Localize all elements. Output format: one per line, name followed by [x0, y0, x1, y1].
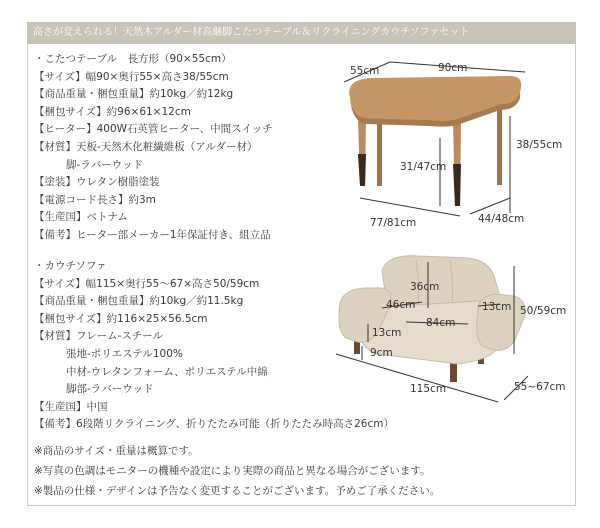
table-dim-width-top: 90cm [438, 62, 468, 74]
note-spec-change: ※製品の仕様・デザインは予告なく変更することがございます。予めご了承ください。 [34, 485, 441, 497]
table-spec-weight: 【商品重量・梱包重量】約10kg／約12kg [34, 88, 234, 101]
table-illustration [349, 76, 521, 206]
sofa-spec-material-filling: 中材-ウレタンフォーム、ポリエステル中綿 [66, 365, 268, 378]
table-dim-width-bottom: 77/81cm [370, 217, 417, 229]
note-size: ※商品のサイズ・重量は概算です。 [34, 445, 199, 457]
table-spec-material-leg: 脚-ラバーウッド [66, 158, 144, 171]
table-dim-depth-top: 55cm [350, 65, 380, 77]
table-spec-heater: 【ヒーター】400W石英管ヒーター、中間スイッチ [34, 123, 273, 136]
sofa-dim-height: 50/59cm [520, 305, 567, 317]
table-spec-material: 【材質】天板-天然木化粧繊維板（アルダー材） [34, 140, 258, 153]
table-diagram [320, 58, 570, 238]
table-dim-height: 38/55cm [516, 139, 563, 151]
sofa-spec-origin: 【生産国】中国 [34, 400, 108, 413]
sofa-spec-material-fabric: 張地-ポリエステル100% [66, 347, 183, 360]
table-spec-size: 【サイズ】幅90×奥行55×高さ38/55cm [34, 70, 229, 83]
table-spec-coating: 【塗装】ウレタン樹脂塗装 [34, 176, 160, 189]
sofa-dim-leg-height: 9cm [370, 347, 393, 359]
table-back-right-leg [497, 100, 502, 185]
sofa-dim-arm-width: 13cm [482, 301, 512, 313]
sofa-spec-title: ・カウチソファ [34, 260, 107, 272]
sofa-diagram [318, 250, 576, 430]
sofa-dim-width: 115cm [410, 383, 447, 395]
sofa-dim-depth: 55~67cm [514, 381, 566, 393]
page-header [27, 22, 576, 44]
table-front-right-leg-joint [453, 164, 461, 206]
sofa-spec-material-leg: 脚部-ラバーウッド [66, 383, 154, 396]
note-color: ※写真の色調はモニターの機種や設定により実際の商品と異なる場合がございます。 [34, 465, 431, 477]
page-title: 高さが変えられる！天然木アルダー材高継脚こたつテーブル＆リクライニングカウチソファセット [33, 27, 470, 38]
table-spec-note: 【備考】ヒーター部メーカー1年保証付き、組立品 [34, 228, 271, 241]
table-spec-title: ・こたつテーブル 長方形（90×55cm） [34, 53, 232, 65]
notes-list [34, 441, 440, 501]
table-dim-depth-bottom: 44/48cm [478, 213, 525, 225]
sofa-spec-package: 【梱包サイズ】約116×25×56.5cm [34, 312, 208, 325]
sofa-dim-back-height: 36cm [410, 281, 440, 293]
sofa-spec-note: 【備考】6段階リクライニング、折りたたみ可能（折りたたみ時高さ26cm） [34, 418, 394, 431]
table-top [349, 76, 521, 121]
table-front-left-leg-joint [358, 154, 366, 186]
sofa-dim-seat-width: 84cm [426, 317, 456, 329]
table-spec-package: 【梱包サイズ】約96×61×12cm [34, 105, 191, 118]
table-spec-cord: 【電源コード長さ】約3m [34, 193, 156, 206]
sofa-dim-arm-height: 13cm [372, 327, 402, 339]
table-spec-list [34, 51, 273, 245]
sofa-spec-material: 【材質】フレーム-スチール [34, 330, 163, 343]
sofa-dim-seat-depth: 46cm [386, 299, 416, 311]
sofa-spec-size: 【サイズ】幅115×奥行55～67×高さ50/59cm [34, 277, 260, 290]
table-spec-origin: 【生産国】ベトナム [34, 211, 128, 224]
sofa-spec-weight: 【商品重量・梱包重量】約10kg／約11.5kg [34, 295, 244, 308]
table-dim-leg-height: 31/47cm [400, 161, 447, 173]
